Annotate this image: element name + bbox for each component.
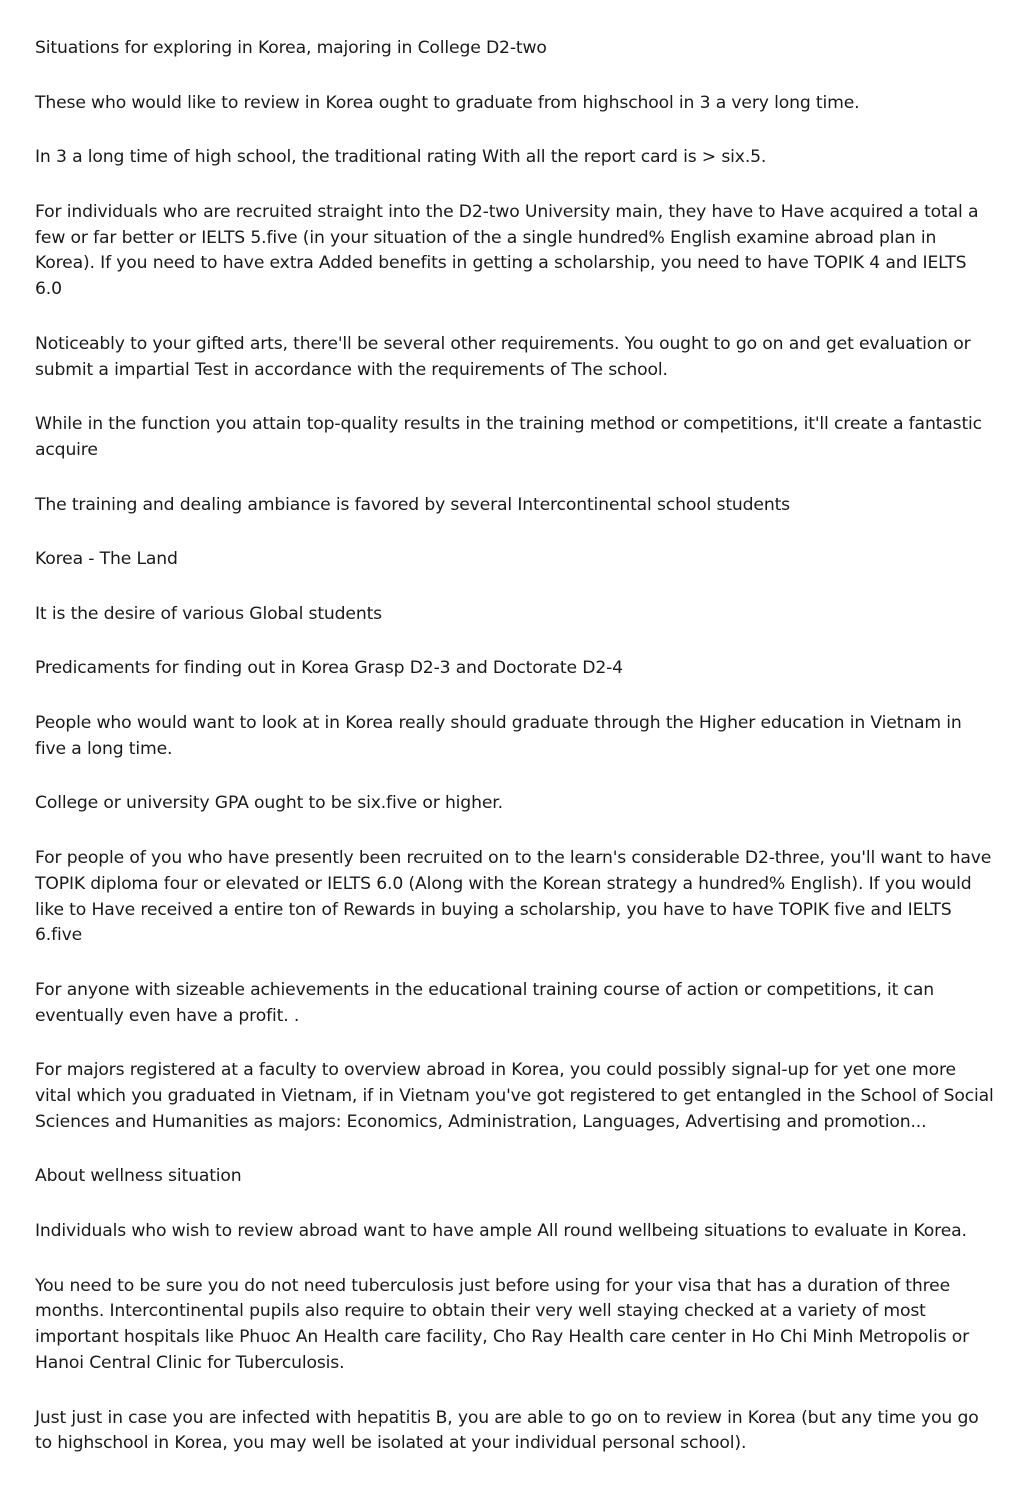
paragraph-korea-the-land: Korea - The Land: [35, 549, 178, 570]
paragraph-wellbeing-situations: Individuals who wish to review abroad want to have ample All round wellbeing situations to evaluate in Korea.: [35, 1221, 967, 1242]
document-body: [35, 36, 995, 1486]
paragraph-d2-three-language-requirements: For people of you who have presently been recruited on to the learn's considerable D2-three, you'll want to have TOPIK diploma four or elevated or IELTS 6.0 (Along with the Korean strategy a hundred% English). If you would like to Have received a entire ton of Rewards in buying a scholarship, you have to have TOPIK five and IELTS 6.five: [35, 847, 992, 946]
paragraph-d2-two-language-requirements: For individuals who are recruited straight into the D2-two University main, they have to Have acquired a total a few or far better or IELTS 5.five (in your situation of the a single hundred% English examine abroad plan in Korea). If you need to have extra Added benefits in getting a scholarship, you need to have TOPIK 4 and IELTS 6.0: [35, 201, 979, 300]
paragraph-achievements-profit: For anyone with sizeable achievements in the educational training course of action or competitions, it can eventually even have a profit. .: [35, 979, 934, 1026]
paragraph-global-students: It is the desire of various Global students: [35, 603, 382, 624]
paragraph-training-ambiance: The training and dealing ambiance is favored by several Intercontinental school students: [35, 494, 790, 515]
paragraph-higher-education-graduation: People who would want to look at in Korea really should graduate through the Higher education in Vietnam in five a long time.: [35, 712, 962, 759]
paragraph-wellness-heading: About wellness situation: [35, 1166, 242, 1187]
paragraph-highschool-graduation: These who would like to review in Korea ought to graduate from highschool in 3 a very long time.: [35, 92, 860, 113]
paragraph-hepatitis-b: Just just in case you are infected with hepatitis B, you are able to go on to review in Korea (but any time you go to highschool in Korea, you may well be isolated at your individual personal school).: [35, 1407, 979, 1454]
paragraph-results-competitions: While in the function you attain top-quality results in the training method or competitions, it'll create a fantastic acquire: [35, 414, 982, 460]
paragraph-report-card-rating: In 3 a long time of high school, the traditional rating With all the report card is > six.5.: [35, 147, 767, 168]
paragraph-tuberculosis: You need to be sure you do not need tuberculosis just before using for your visa that has a duration of three months. Intercontinental pupils also require to obtain their very well staying checked at a variety of most important hospitals like Phuoc An Health care facility, Cho Ray Health care center in Ho Chi Minh Metropolis or Hanoi Central Clinic for Tuberculosis.: [35, 1275, 969, 1374]
paragraph-majors-registered: For majors registered at a faculty to overview abroad in Korea, you could possibly signal-up for yet one more vital which you graduated in Vietnam, if in Vietnam you've got registered to get entangled in the School of Social Sciences and Humanities as majors: Economics, Administration, Languages, Advertising and promotion...: [35, 1060, 994, 1132]
paragraph-d2-3-d2-4-heading: Predicaments for finding out in Korea Grasp D2-3 and Doctorate D2-4: [35, 658, 623, 679]
paragraph-gpa-requirement: College or university GPA ought to be six.five or higher.: [35, 793, 503, 814]
paragraph-d2-two-heading: Situations for exploring in Korea, majoring in College D2-two: [35, 38, 547, 58]
paragraph-gifted-arts: Noticeably to your gifted arts, there'll be several other requirements. You ought to go on and get evaluation or submit a impartial Test in accordance with the requirements of The school.: [35, 333, 971, 380]
